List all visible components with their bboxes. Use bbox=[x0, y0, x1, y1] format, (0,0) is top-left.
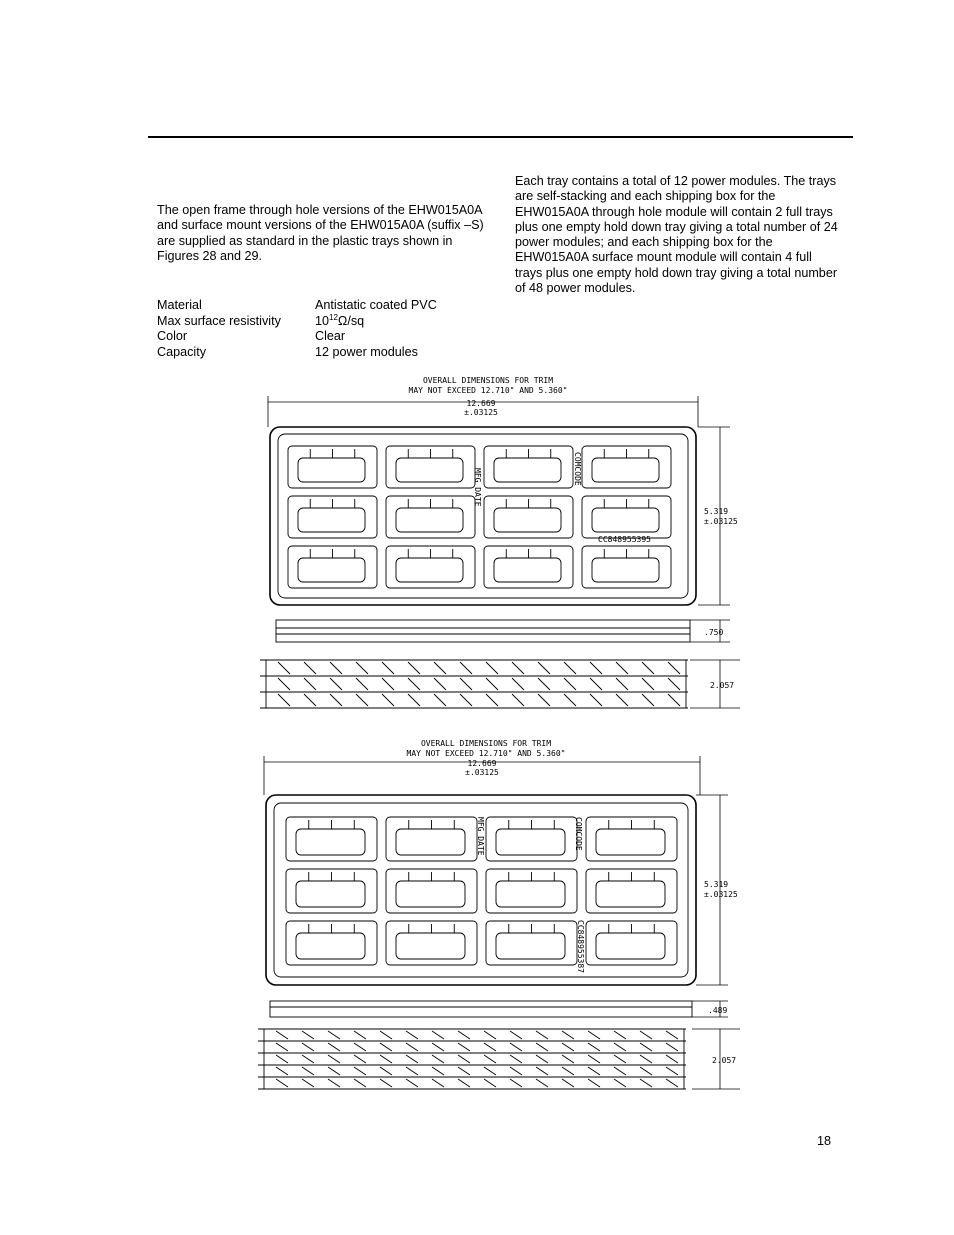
width-dimension: 12.669 bbox=[466, 399, 496, 408]
tray-cell bbox=[288, 496, 377, 538]
height-tolerance: ±.03125 bbox=[704, 517, 738, 526]
part-code: CC848955395 bbox=[598, 535, 651, 544]
width-tolerance: ±.03125 bbox=[465, 768, 499, 777]
spec-value: Antistatic coated PVC bbox=[315, 298, 437, 312]
tray-cell bbox=[484, 446, 573, 488]
spec-value-unit: Ω/sq bbox=[337, 313, 365, 328]
trim-note-line2: MAY NOT EXCEED 12.710" AND 5.360" bbox=[408, 386, 568, 395]
spec-value bbox=[315, 314, 437, 330]
tray-side-view bbox=[270, 1001, 692, 1017]
tray-specs-table bbox=[157, 298, 437, 361]
comcode-label: COMCODE bbox=[573, 452, 582, 486]
tray-drawing-through-hole bbox=[258, 372, 748, 717]
height-dimension: 5.319 bbox=[704, 880, 729, 889]
tray-cell bbox=[386, 546, 475, 588]
tray-intro-paragraph: The open frame through hole versions of the EHW015A0A and surface mount versions of the EHW015A0A (suffix –S) are supplied as standard in the plastic trays shown in Figures 28 and 29. bbox=[157, 203, 484, 263]
tray-cell bbox=[486, 921, 577, 965]
height-dimension: 5.319 bbox=[704, 507, 729, 516]
tray-depth-dimension: .489 bbox=[708, 1006, 728, 1015]
tray-cell bbox=[586, 921, 677, 965]
height-tolerance: ±.03125 bbox=[704, 890, 738, 899]
tray-cell bbox=[586, 817, 677, 861]
tray-cell bbox=[386, 869, 477, 913]
tray-cell bbox=[386, 446, 475, 488]
spec-value: Clear bbox=[315, 329, 346, 344]
spec-row-color bbox=[157, 329, 437, 345]
mfg-date-label: MFG DATE bbox=[473, 468, 482, 507]
tray-cell bbox=[288, 446, 377, 488]
tray-cell bbox=[484, 546, 573, 588]
tray-side-view bbox=[276, 620, 690, 642]
spec-value-base: 10 bbox=[315, 313, 330, 328]
tray-cell bbox=[586, 869, 677, 913]
width-dimension: 12.669 bbox=[467, 759, 497, 768]
tray-stack-view bbox=[258, 1029, 686, 1089]
height-dimension-line bbox=[698, 427, 730, 605]
tray-cell bbox=[386, 817, 477, 861]
part-code: CC848955387 bbox=[576, 920, 585, 973]
spec-label: Material bbox=[157, 298, 202, 312]
tray-cell bbox=[582, 446, 671, 488]
tray-top-view bbox=[270, 427, 696, 605]
tray-cell bbox=[582, 546, 671, 588]
spec-row-resistivity bbox=[157, 314, 437, 330]
tray-cell bbox=[386, 921, 477, 965]
tray-cell bbox=[286, 817, 377, 861]
header-rule bbox=[148, 136, 853, 138]
tray-cell bbox=[286, 921, 377, 965]
spec-value-exponent: 12 bbox=[329, 312, 338, 322]
tray-drawing-surface-mount bbox=[256, 735, 748, 1098]
comcode-label: COMCODE bbox=[574, 817, 583, 851]
trim-note-line1: OVERALL DIMENSIONS FOR TRIM bbox=[420, 739, 552, 748]
tray-cell bbox=[286, 869, 377, 913]
mfg-date-label: MFG DATE bbox=[476, 817, 485, 856]
stack-height-dimension: 2.057 bbox=[712, 1056, 737, 1065]
spec-row-capacity bbox=[157, 345, 437, 361]
spec-label: Color bbox=[157, 329, 188, 344]
page-number: 18 bbox=[817, 1134, 832, 1148]
tray-cell bbox=[582, 496, 671, 538]
spec-row-material bbox=[157, 298, 437, 314]
spec-value: 12 power modules bbox=[315, 345, 418, 360]
trim-note-line1: OVERALL DIMENSIONS FOR TRIM bbox=[422, 376, 554, 385]
tray-cell bbox=[386, 496, 475, 538]
stack-height-dimension: 2.057 bbox=[710, 681, 735, 690]
width-tolerance: ±.03125 bbox=[464, 408, 498, 417]
tray-depth-dimension: .750 bbox=[704, 628, 724, 637]
tray-stack-view bbox=[260, 660, 688, 708]
tray-cell bbox=[486, 817, 577, 861]
spec-label: Capacity bbox=[157, 345, 206, 360]
tray-capacity-paragraph: Each tray contains a total of 12 power modules. The trays are self-stacking and each shipping box for the EHW015A0A through hole module will contain 2 full trays plus one empty hold down tray giving a total number of 24 power modules; and each shipping box for the EHW015A0A surface mount module will contain 4 full trays plus one empty hold down tray giving a total number of 48 power modules. bbox=[515, 174, 838, 296]
tray-cell bbox=[288, 546, 377, 588]
tray-cell bbox=[486, 869, 577, 913]
spec-label: Max surface resistivity bbox=[157, 313, 281, 328]
trim-note-line2: MAY NOT EXCEED 12.710" AND 5.360" bbox=[406, 749, 566, 758]
tray-cell bbox=[484, 496, 573, 538]
